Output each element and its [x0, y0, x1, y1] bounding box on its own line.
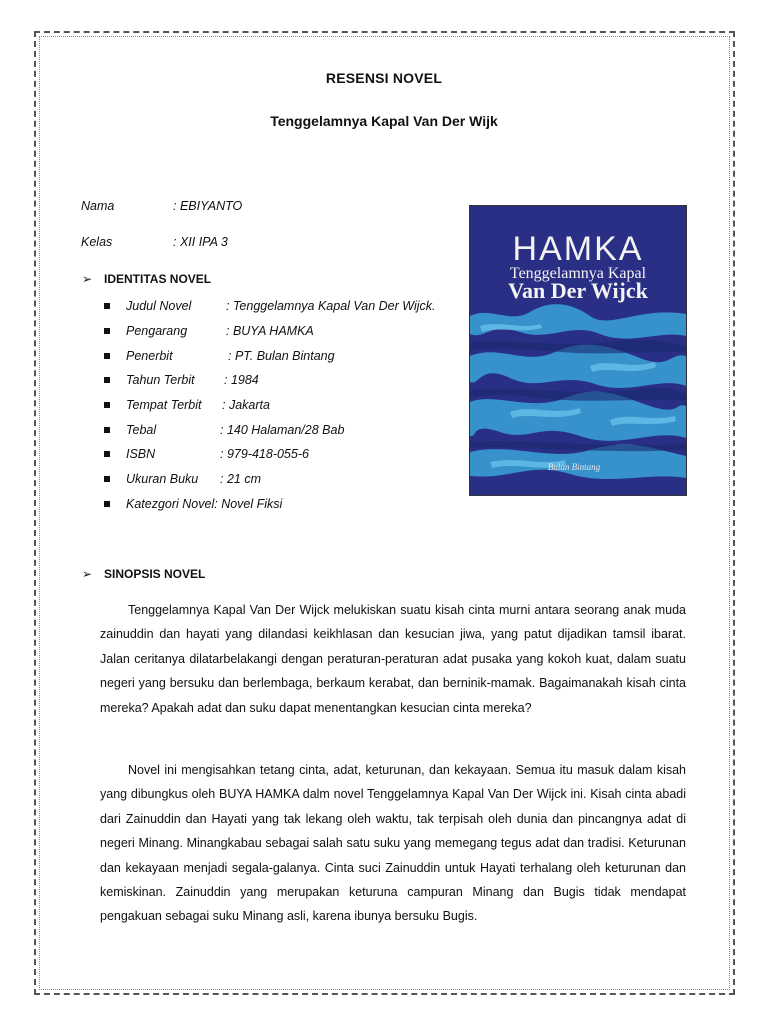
- class-field: [81, 235, 228, 249]
- identity-label: Judul Novel: [126, 299, 192, 314]
- identity-item: [104, 393, 436, 418]
- name-value: : EBIYANTO: [173, 199, 243, 213]
- square-bullet-icon: [104, 501, 110, 507]
- square-bullet-icon: [104, 427, 110, 433]
- identity-label: Tebal: [126, 422, 157, 437]
- identity-label: Tahun Terbit: [126, 373, 195, 388]
- identity-label: ISBN: [126, 447, 156, 462]
- arrow-bullet-icon: ➢: [82, 272, 93, 286]
- identitas-heading-text: IDENTITAS NOVEL: [104, 272, 212, 286]
- identity-item: [104, 343, 436, 368]
- identity-item: [104, 368, 436, 393]
- identitas-heading: [82, 272, 211, 286]
- identity-value: : Tenggelamnya Kapal Van Der Wijck.: [226, 299, 436, 314]
- identity-label: Penerbit: [126, 348, 173, 363]
- identity-label: Katezgori Novel: [126, 496, 215, 511]
- square-bullet-icon: [104, 402, 110, 408]
- identity-value: : 140 Halaman/28 Bab: [220, 422, 345, 437]
- square-bullet-icon: [104, 451, 110, 457]
- sinopsis-heading-text: SINOPSIS NOVEL: [104, 567, 206, 581]
- square-bullet-icon: [104, 303, 110, 309]
- square-bullet-icon: [104, 353, 110, 359]
- identity-item: [104, 442, 436, 467]
- square-bullet-icon: [104, 476, 110, 482]
- identity-value: : Jakarta: [222, 398, 270, 413]
- identity-list: [104, 294, 436, 516]
- sinopsis-heading: [82, 567, 205, 581]
- identity-item: [104, 294, 436, 319]
- identity-label: Ukuran Buku: [126, 472, 199, 487]
- identity-value: : 979-418-055-6: [220, 447, 309, 462]
- name-label: Nama: [81, 199, 115, 213]
- identity-item: [104, 319, 436, 344]
- identity-item: [104, 467, 436, 492]
- class-label: Kelas: [81, 235, 113, 249]
- identity-value: : 21 cm: [220, 472, 261, 487]
- identity-value: : 1984: [224, 373, 259, 388]
- square-bullet-icon: [104, 328, 110, 334]
- document-title: RESENSI NOVEL: [325, 70, 443, 86]
- square-bullet-icon: [104, 377, 110, 383]
- class-value: : XII IPA 3: [173, 235, 228, 249]
- document-subtitle: Tenggelamnya Kapal Van Der Wijk: [270, 113, 498, 129]
- name-field: [81, 199, 242, 213]
- identity-value: : PT. Bulan Bintang: [228, 348, 335, 363]
- identity-label: Tempat Terbit: [126, 398, 202, 413]
- cover-title-line2: Van Der Wijck: [508, 278, 648, 303]
- identity-item: [104, 417, 436, 442]
- identity-value: : Novel Fiksi: [214, 496, 283, 511]
- cover-title-line1: Tenggelamnya Kapal: [509, 265, 647, 282]
- cover-publisher-mark: Bulan Bintang: [547, 462, 601, 472]
- arrow-bullet-icon: ➢: [82, 567, 93, 581]
- identity-value: : BUYA HAMKA: [226, 324, 314, 339]
- sinopsis-paragraph-2: Novel ini mengisahkan tetang cinta, adat, keturunan, dan kekayaan. Semua itu masuk dalam kisah yang dibungkus oleh BUYA HAMKA dalm novel Tenggelamnya Kapal Van Der Wijck ini. Kisah cinta abadi dari Zainuddin dan Hayati yang tak lekang oleh waktu, tak terpisah oleh dunia dan pincangnya adat di negeri Minang. Minangkabau sebagai salah satu suku yang memegang tegus adat dan tradisi. Keturunan dan kekayaan menjadi segala-galanya. Cinta suci Zainuddin untuk Hayati terhalang oleh keturunan dan kemiskinan. Zainuddin yang merupakan keturuna campuran Minang dan Bugis tidak mendapat pengakuan sebagai suku Minang asli, karena ibunya bersuku Bugis.: [100, 763, 686, 924]
- book-cover-image: [469, 205, 687, 496]
- identity-label: Pengarang: [126, 324, 188, 339]
- cover-author: HAMKA: [512, 230, 644, 268]
- identity-item: [104, 492, 436, 517]
- sinopsis-paragraph-1: Tenggelamnya Kapal Van Der Wijck melukiskan suatu kisah cinta murni antara seorang anak muda zainuddin dan hayati yang dilandasi keikhlasan dan kesucian jiwa, yang patut dijadikan tamsil ibarat. Jalan ceritanya dilatarbelakangi dengan peraturan-peraturan adat pusaka yang kokoh kuat, dalam suatu negeri yang bersuku dan berlembaga, berkaum kerabat, dan berninik-mamak. Bagaimanakah kisah cinta mereka? Apakah adat dan suku dapat menentangkan kesucian cinta mereka?: [100, 603, 686, 715]
